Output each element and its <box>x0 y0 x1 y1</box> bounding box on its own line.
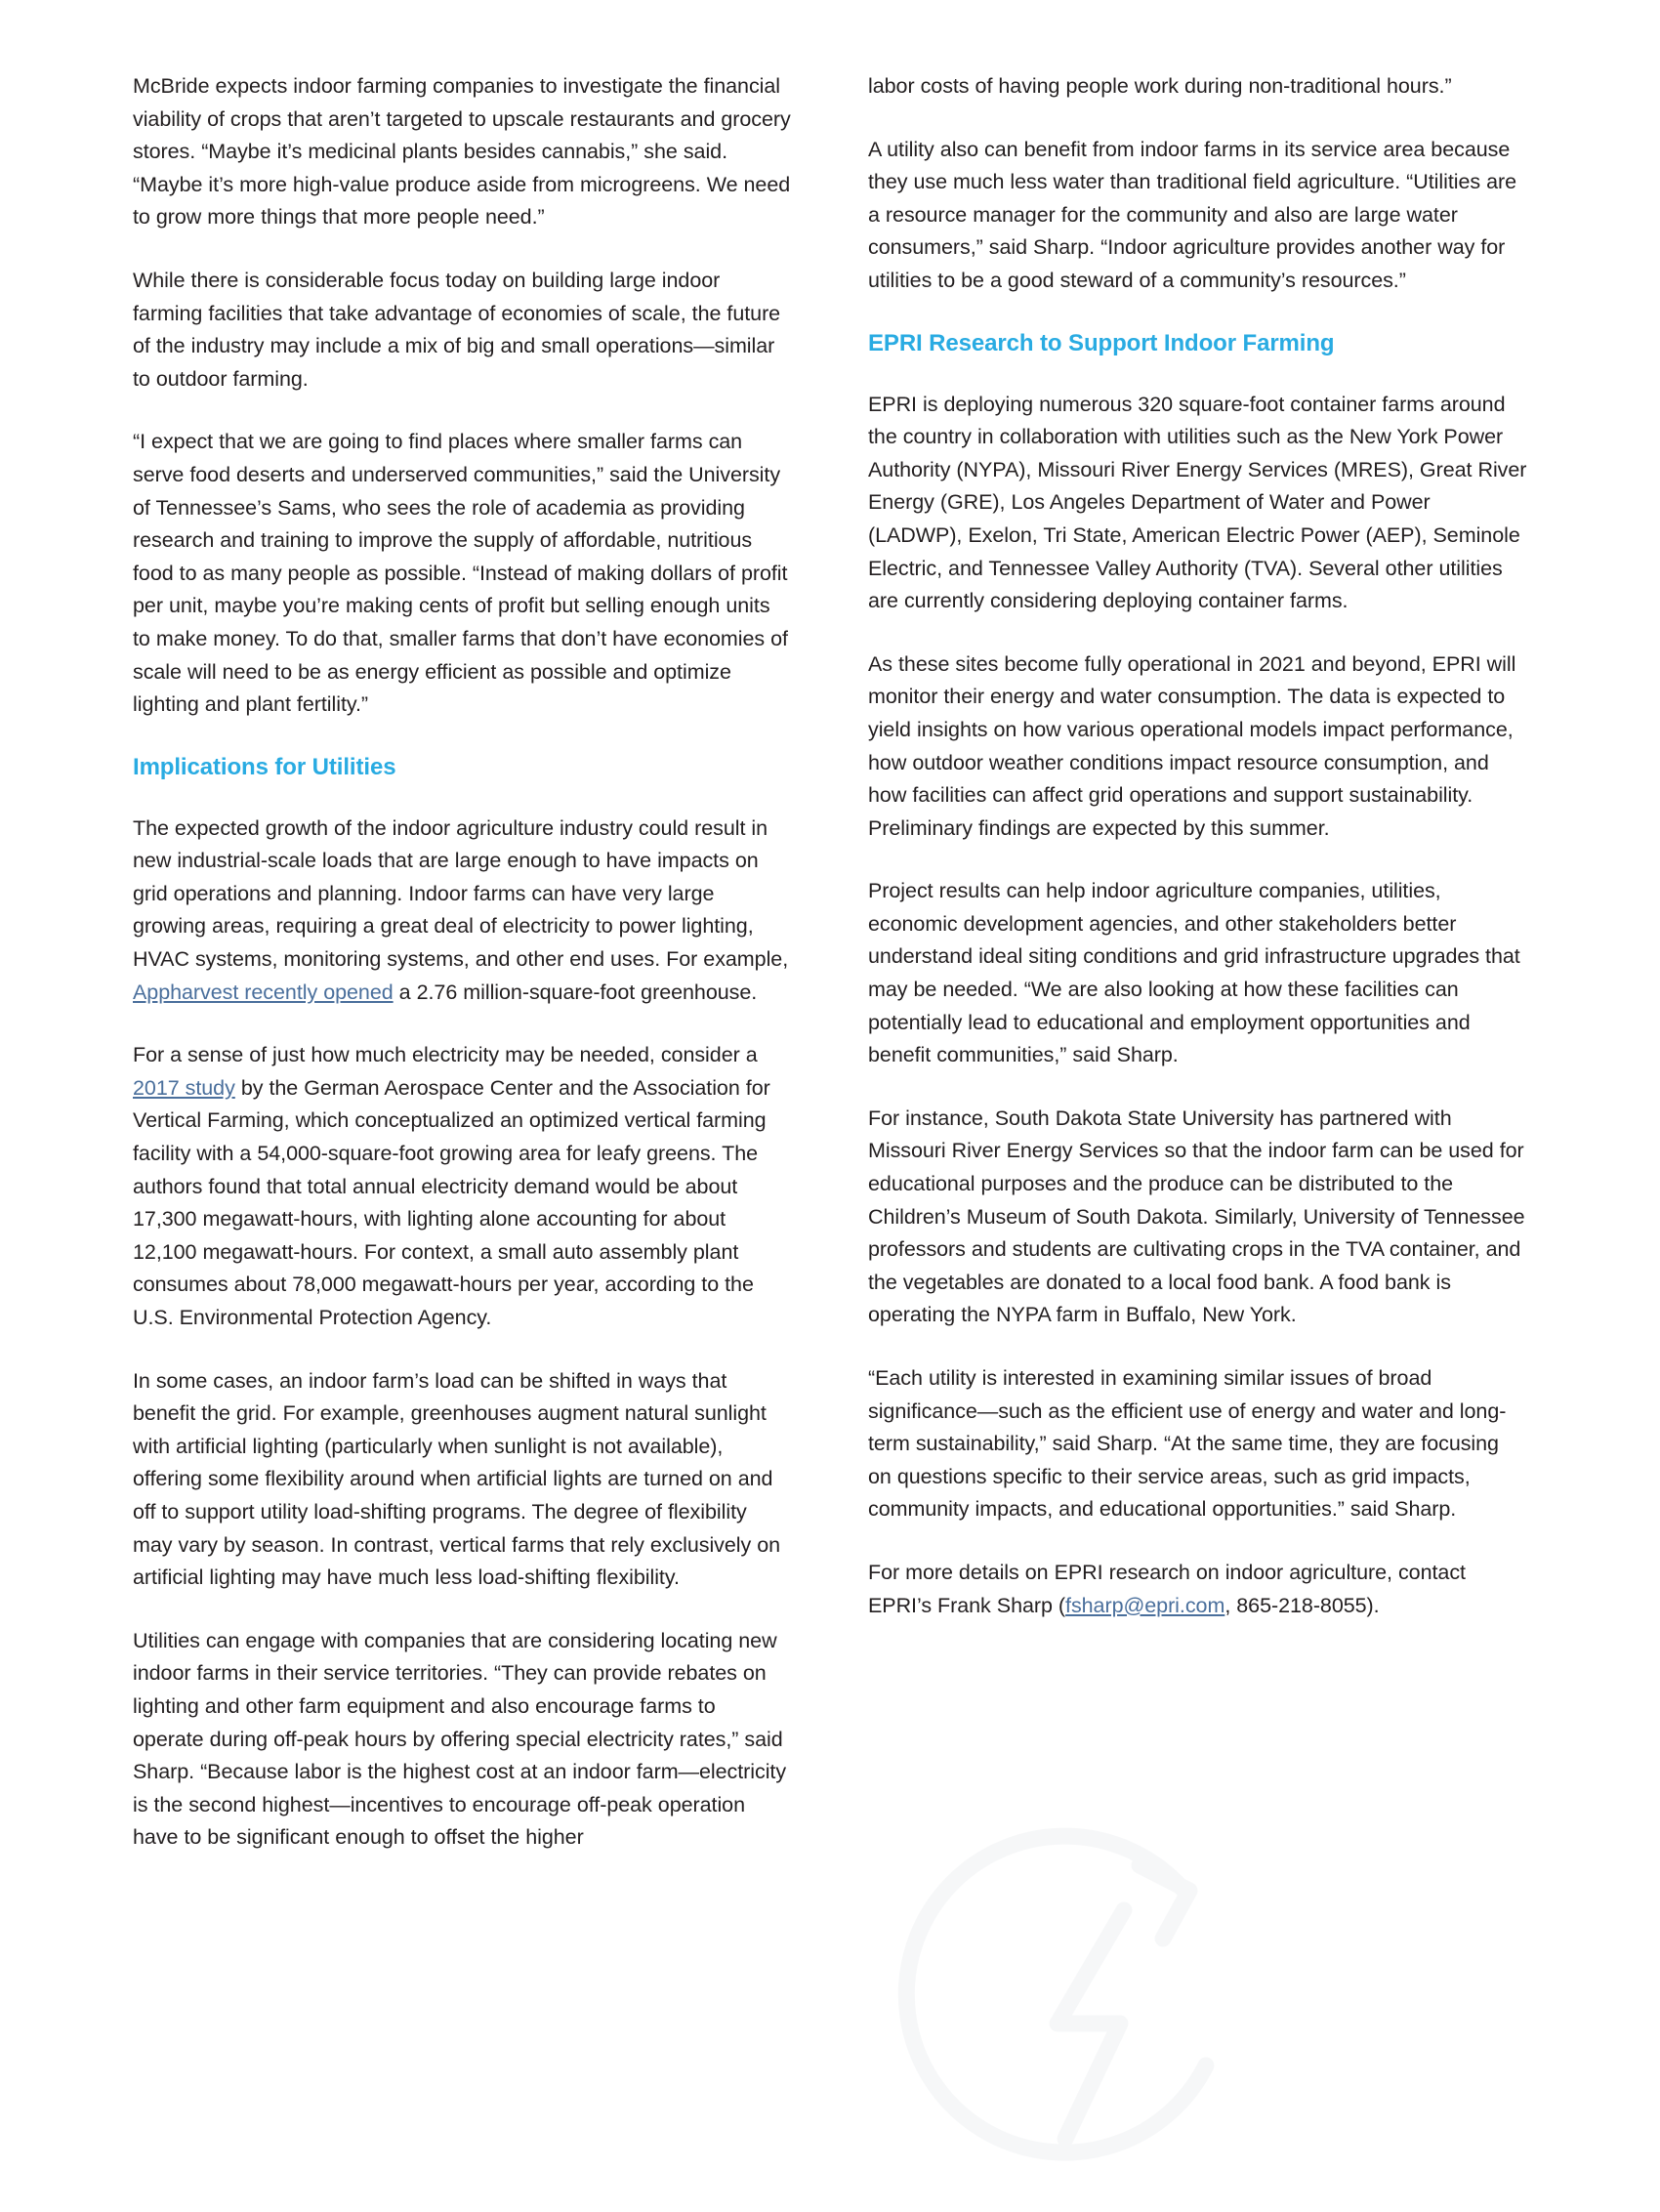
section-heading-epri-research-to-support-indoor-farming: EPRI Research to Support Indoor Farming <box>868 329 1335 356</box>
paragraph: As these sites become fully operational in 2021 and beyond, EPRI will monitor their energy and water consumption. The data is expected to yield insights on how various operational models impact performance, how outdoor weather conditions impact resource consumption, and how facilities can affect grid operations and support sustainability. Preliminary findings are expected by this summer. <box>868 651 1516 840</box>
paragraph-text-before-link: The expected growth of the indoor agriculture industry could result in new industrial-scale loads that are large enough to have impacts on grid operations and planning. Indoor farms can have very large growing areas, requiring a great deal of electricity to power lighting, HVAC systems, monitoring systems, and other end uses. For example, <box>133 815 789 972</box>
paragraph: McBride expects indoor farming companies to investigate the financial viability of crops that aren’t targeted to upscale restaurants and grocery stores. “Maybe it’s medicinal plants besides cannabis,” she said. “Maybe it’s more high-value produce aside from microgreens. We need to grow more things that more people need.” <box>133 74 791 230</box>
paragraph: Utilities can engage with companies that are considering locating new indoor farms in their service territories. “They can provide rebates on lighting and other farm equipment and also encourage farms to operate during off-peak hours by offering special electricity rates,” said Sharp. “Because labor is the highest cost at an indoor farm—electricity is the second highest—incentives to encourage off-peak operation have to be significant enough to offset the higher <box>133 1628 787 1850</box>
paragraph-contact <box>868 1557 1527 1622</box>
paragraph: For instance, South Dakota State University has partnered with Missouri River Energy Services so that the indoor farm can be used for educational purposes and the produce can be distributed to the Children’s Museum of South Dakota. Similarly, University of Tennessee professors and students are cultivating crops in the TVA container, and the vegetables are donated to a local food bank. A food bank is operating the NYPA farm in Buffalo, New York. <box>868 1106 1525 1327</box>
right-column <box>868 70 1527 2063</box>
paragraph-text-before-link: For more details on EPRI research on indoor agriculture, contact EPRI’s Frank Sharp ( <box>868 1560 1466 1617</box>
left-column <box>133 70 792 2063</box>
section-heading-implications-for-utilities: Implications for Utilities <box>133 753 396 780</box>
paragraph-text-before-link: For a sense of just how much electricity may be needed, consider a <box>133 1043 758 1067</box>
paragraph-text-after-link: by the German Aerospace Center and the Association for Vertical Farming, which conceptualized an optimized vertical farming facility with a 54,000-square-foot growing area for leafy greens. The authors found that total annual electricity demand would be about 17,300 megawatt-hours, with lighting alone accounting for about 12,100 megawatt-hours. For context, a small auto assembly plant consumes about 78,000 megawatt-hours per year, according to the U.S. Environmental Protection Agency. <box>133 1075 770 1329</box>
paragraph-text-after-link: , 865-218-8055). <box>1224 1593 1380 1617</box>
paragraph-with-2017-study-link <box>133 1039 792 1334</box>
paragraph-text-after-link: a 2.76 million-square-foot greenhouse. <box>393 980 758 1004</box>
paragraph: Project results can help indoor agriculture companies, utilities, economic development agencies, and other stakeholders better understand ideal siting conditions and grid infrastructure upgrades that may be needed. “We are also looking at how these facilities can potentially lead to educational and employment opportunities and benefit communities,” said Sharp. <box>868 879 1520 1067</box>
paragraph-with-appharvest-link <box>133 813 792 1010</box>
paragraph: In some cases, an indoor farm’s load can be shifted in ways that benefit the grid. For example, greenhouses augment natural sunlight with artificial lighting (particularly when sunlight is not available), offering some flexibility around when artificial lights are turned on and off to support utility load-shifting programs. The degree of flexibility may vary by season. In contrast, vertical farms that rely exclusively on artificial lighting may have much less load-shifting flexibility. <box>133 1368 781 1590</box>
paragraph: labor costs of having people work during non-traditional hours.” <box>868 74 1452 98</box>
link-2017-study[interactable]: 2017 study <box>133 1075 235 1100</box>
link-email-fsharp[interactable]: fsharp@epri.com <box>1065 1593 1225 1617</box>
paragraph: EPRI is deploying numerous 320 square-foot container farms around the country in collaboration with utilities such as the New York Power Authority (NYPA), Missouri River Energy Services (MRES), Great River Energy (GRE), Los Angeles Department of Water and Power (LADWP), Exelon, Tri State, American Electric Power (AEP), Seminole Electric, and Tennessee Valley Authority (TVA). Several other utilities are currently considering deploying container farms. <box>868 392 1527 613</box>
paragraph: “I expect that we are going to find places where smaller farms can serve food deserts and underserved communities,” said the University of Tennessee’s Sams, who sees the role of academia as providing research and training to improve the supply of affordable, nutritious food to as many people as possible. “Instead of making dollars of profit per unit, maybe you’re making cents of profit but selling enough units to make money. To do that, smaller farms that don’t have economies of scale will need to be as energy efficient as possible and optimize lighting and plant fertility.” <box>133 430 788 717</box>
link-appharvest-recently-opened[interactable]: Appharvest recently opened <box>133 980 394 1004</box>
paragraph: A utility also can benefit from indoor farms in its service area because they use much less water than traditional field agriculture. “Utilities are a resource manager for the community and also are large water consumers,” said Sharp. “Indoor agriculture provides another way for utilities to be a good steward of a community’s resources.” <box>868 137 1517 292</box>
paragraph: While there is considerable focus today on building large indoor farming facilities that take advantage of economies of scale, the future of the industry may include a mix of big and small operations—similar to outdoor farming. <box>133 268 781 391</box>
paragraph: “Each utility is interested in examining similar issues of broad significance—such as the efficient use of energy and water and long-term sustainability,” said Sharp. “At the same time, they are focusing on questions specific to their service areas, such as grid impacts, community impacts, and educational opportunities.” said Sharp. <box>868 1366 1507 1522</box>
two-column-body <box>133 70 1527 2063</box>
